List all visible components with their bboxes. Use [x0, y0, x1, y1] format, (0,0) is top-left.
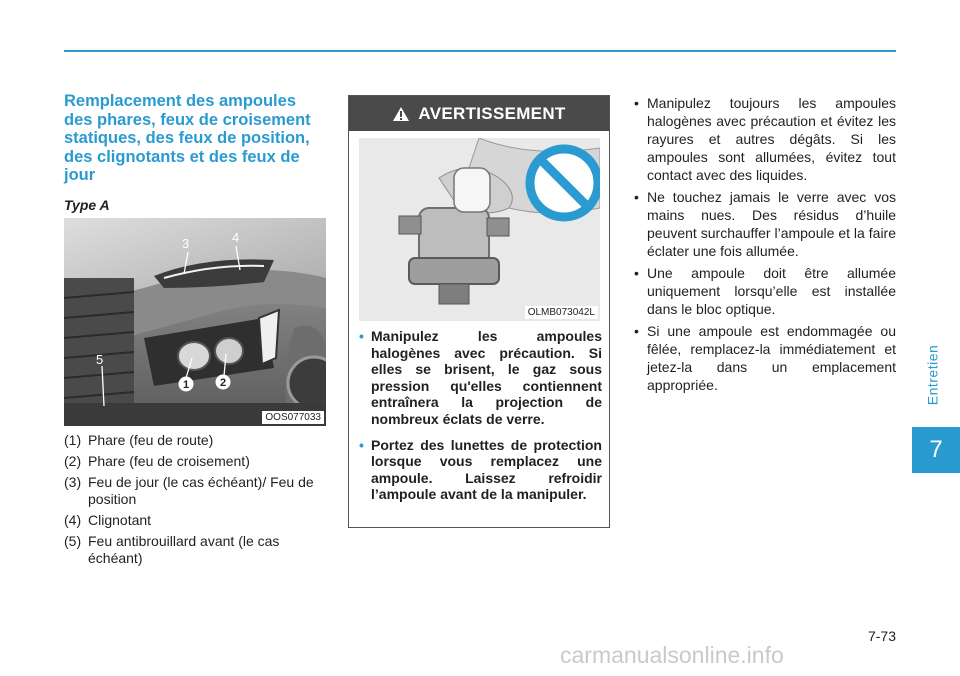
legend-text: Feu de jour (le cas échéant)/ Feu de position — [88, 474, 314, 507]
bullet-icon: • — [634, 265, 639, 281]
warning-box — [348, 95, 610, 528]
photo-code: OOS077033 — [262, 411, 324, 424]
callout-2: 2 — [219, 377, 227, 389]
callout-4: 4 — [232, 230, 240, 245]
warning-triangle-icon — [392, 106, 410, 122]
warning-list — [359, 328, 602, 512]
chapter-tab: 7 — [912, 427, 960, 473]
callout-5: 5 — [96, 352, 104, 367]
list-item — [634, 264, 896, 318]
watermark-text: carmanualsonline.info — [560, 642, 784, 668]
type-label: Type A — [64, 196, 110, 213]
bullet-icon: • — [634, 189, 639, 205]
bulb-photo — [359, 138, 600, 321]
legend-number: (4) — [64, 512, 82, 528]
section-label: Entretien — [924, 344, 941, 406]
callout-3: 3 — [182, 236, 190, 251]
section-heading: Remplacement des ampoules des phares, feux de croisement statiques, des feux de position, des clignotants et des feux de jour — [64, 92, 311, 184]
callout-1: 1 — [182, 379, 190, 391]
list-text: Une ampoule doit être allumée uniquement lorsqu’elle est installée dans le bloc optique. — [647, 265, 896, 317]
warning-header — [349, 96, 609, 131]
legend-item — [64, 533, 332, 567]
bulb-handling-illustration — [359, 138, 600, 321]
legend-number: (1) — [64, 432, 82, 448]
legend-number: (5) — [64, 533, 82, 549]
list-text: Ne touchez jamais le verre avec vos mains nues. Des résidus d’huile peuvent surchauffer l’ampoule et la faire éclater une fois allumée. — [647, 189, 896, 259]
photo-code: OLMB073042L — [525, 306, 598, 319]
section-side-label — [908, 320, 956, 430]
top-rule — [64, 50, 896, 52]
list-item — [634, 94, 896, 184]
legend-text: Phare (feu de route) — [88, 432, 214, 448]
list-item — [634, 322, 896, 394]
car-front-illustration — [64, 218, 326, 426]
legend-text: Clignotant — [88, 512, 152, 528]
legend-item — [64, 512, 332, 529]
warning-text: Portez des lunettes de protection lorsque vous remplacez une ampoule. Laissez refroidir l’ampoule avant de la manipuler. — [371, 436, 602, 503]
left-column — [64, 92, 326, 213]
legend-text: Phare (feu de croisement) — [88, 453, 250, 469]
right-column — [634, 94, 896, 398]
legend-number: (2) — [64, 453, 82, 469]
headlamp-photo — [64, 218, 326, 426]
legend-number: (3) — [64, 474, 82, 490]
warning-item — [359, 437, 602, 503]
warning-title: AVERTISSEMENT — [418, 103, 566, 123]
page-number: 7-73 — [867, 628, 896, 644]
warning-text: Manipulez les ampoules halogènes avec précaution. Si elles se brisent, le gaz sous pression qu'elles contiennent entraînera la projection de nombreux éclats de verre. — [371, 328, 602, 427]
legend-item — [64, 453, 332, 470]
legend-list — [64, 432, 332, 571]
warning-item — [359, 328, 602, 428]
bullet-icon: • — [359, 328, 364, 344]
legend-text: Feu antibrouillard avant (le cas échéant) — [88, 533, 280, 566]
legend-item — [64, 432, 332, 449]
bullet-icon: • — [634, 323, 639, 339]
bullet-icon: • — [359, 436, 364, 453]
bullet-icon: • — [634, 95, 639, 111]
list-text: Manipulez toujours les ampoules halogènes avec précaution et évitez les rayures et autres dégâts. Si les ampoules sont allumées, évitez tout contact avec des liquides. — [647, 95, 896, 183]
legend-item — [64, 474, 332, 508]
list-item — [634, 188, 896, 260]
list-text: Si une ampoule est endommagée ou fêlée, remplacez-la immédiatement et jetez-la dans un emplacement appropriée. — [647, 323, 896, 393]
